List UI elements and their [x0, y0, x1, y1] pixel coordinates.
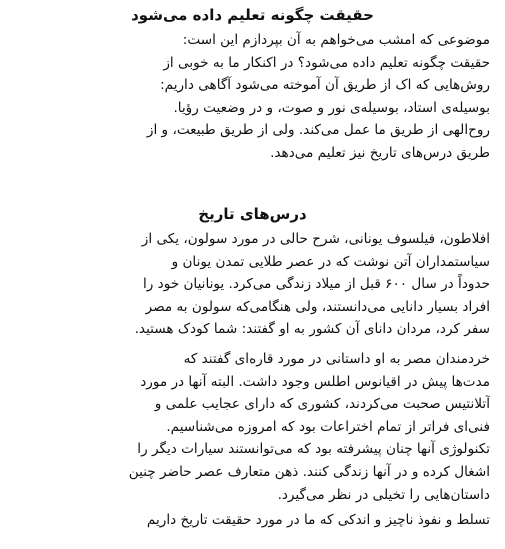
plato-solon-paragraph: [44, 228, 490, 341]
paragraph-line: روح‌الهی از طریق ما عمل می‌کند. ولی از طریق طبیعت، و از: [146, 122, 490, 139]
section-title-how-truth-is-taught: حقیقت چگونه تعلیم داده می‌شود: [131, 6, 374, 24]
paragraph-line: خردمندان مصر به او داستانی در مورد قاره‌ای گفتند که: [183, 351, 490, 367]
paragraph-line: مدت‌ها پیش در اقیانوس اطلس وجود داشت. البته آنها در مورد: [140, 373, 490, 390]
closing-paragraph: [44, 509, 490, 532]
intro-paragraph: [44, 29, 490, 165]
atlantis-paragraph: [44, 348, 490, 506]
paragraph-line: حقیقت چگونه تعلیم داده می‌شود؟ در اکنکار ما به خوبی از: [163, 54, 490, 71]
paragraph-line: تکنولوژی آنها چنان پیشرفته بود که می‌توانستند سیارات دیگر را: [137, 441, 490, 458]
paragraph-line: طریق درس‌های تاریخ نیز تعلیم می‌دهد.: [270, 144, 490, 161]
paragraph-line: آتلانتیس صحبت می‌کردند، کشوری که دارای عجایب علمی و: [154, 396, 490, 413]
paragraph-line: افلاطون، فیلسوف یونانی، شرح حالی در مورد سولون، یکی از: [141, 231, 490, 247]
paragraph-line: افراد بسیار دانایی می‌دانستند، ولی هنگامی‌که سولون به مصر: [145, 298, 490, 315]
paragraph-line: موضوعی که امشب می‌خواهم به آن بپردازم این است:: [182, 32, 490, 48]
section-title-lessons-of-history: درس‌های تاریخ: [198, 205, 307, 223]
paragraph-line: تسلط و نفوذ ناچیز و اندکی که ما در مورد حقیقت تاریخ داریم: [146, 512, 490, 528]
paragraph-line: فنی‌ای فراتر از تمام اختراعات بود که امروزه می‌شناسیم.: [166, 418, 490, 435]
paragraph-line: روش‌هایی که اک از طریق آن آموخته می‌شود آگاهی داریم:: [160, 77, 490, 94]
paragraph-line: داستان‌هایی را تخیلی در نظر می‌گیرد.: [277, 486, 490, 503]
paragraph-line: سفر کرد، مردان دانای آن کشور به او گفتند: شما کودک هستید.: [134, 321, 490, 338]
paragraph-line: اشغال کرده و در آنها زندگی کنند. ذهن متعارف عصر حاضر چنین: [128, 463, 490, 480]
paragraph-line: حدوداً در سال ۶۰۰ قبل از میلاد زندگی می‌کرد. یونانیان خود را: [142, 276, 490, 293]
paragraph-line: سیاستمداران آتن نوشت که در عصر طلایی تمدن یونان و: [171, 253, 490, 270]
paragraph-line: بوسیله‌ی استاد، بوسیله‌ی نور و صوت، و در وضعیت رؤیا.: [173, 99, 490, 116]
